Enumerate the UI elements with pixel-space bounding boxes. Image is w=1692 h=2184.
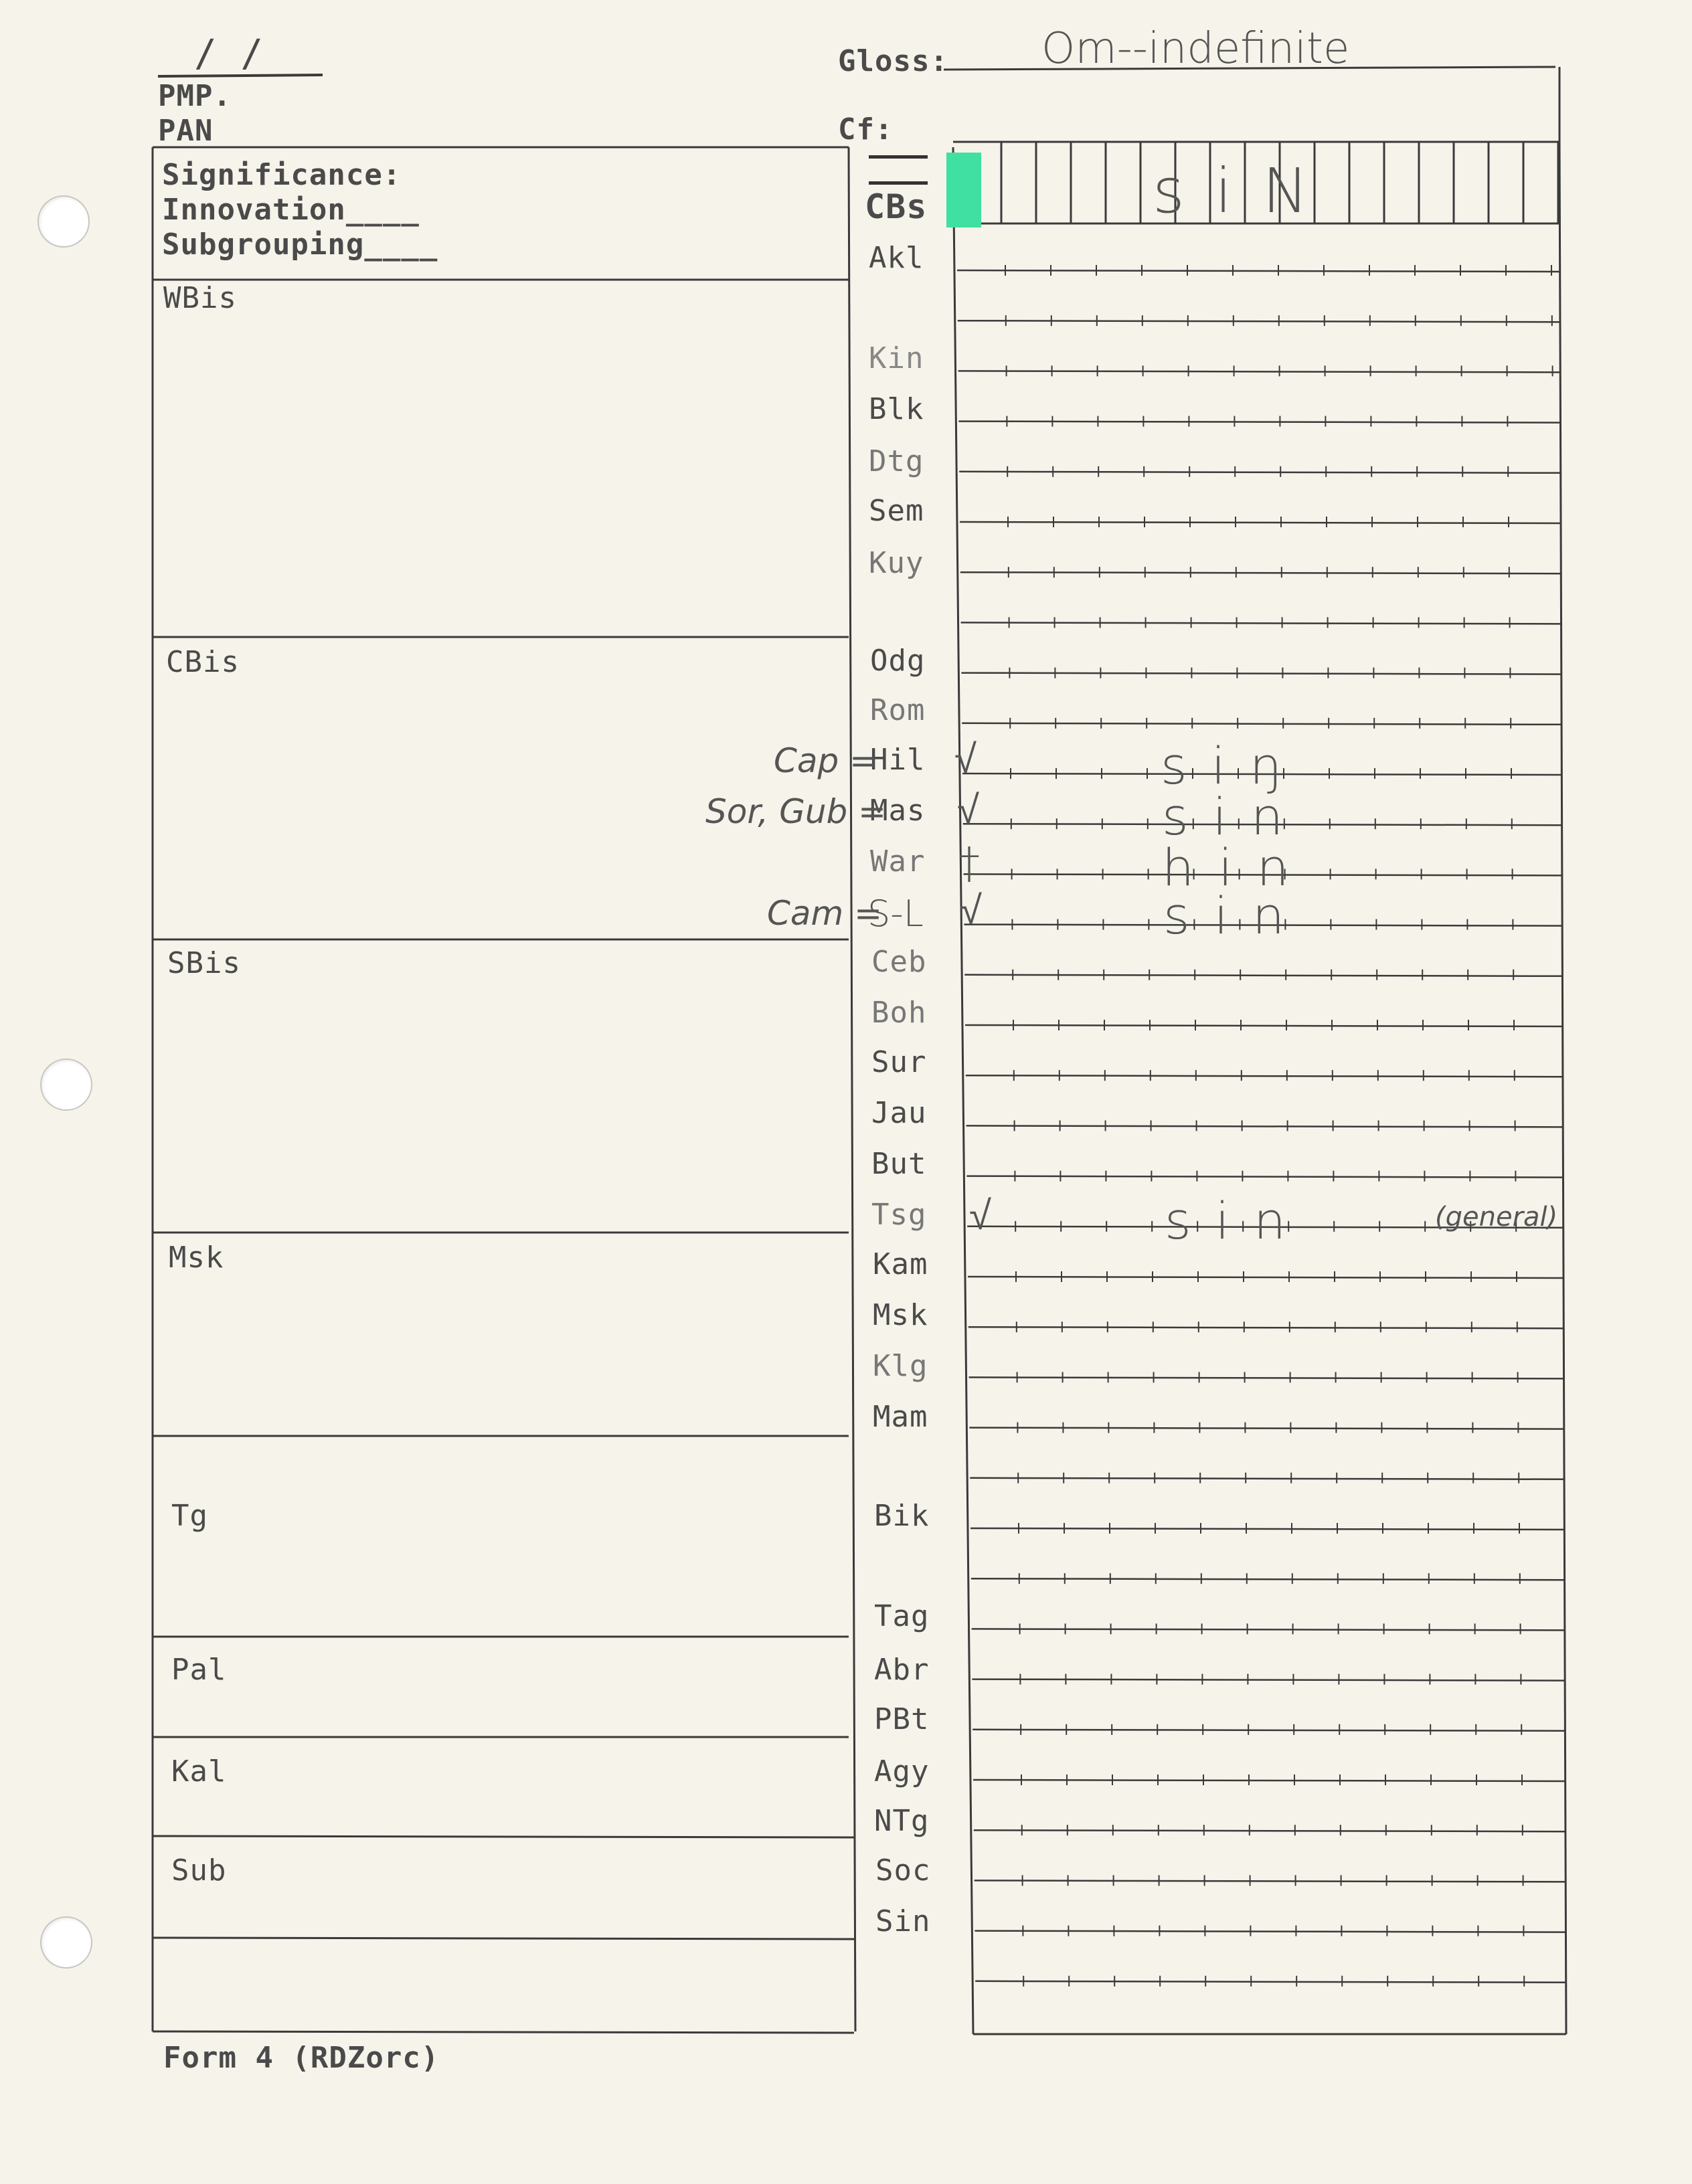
lang-ceb: Ceb bbox=[871, 945, 927, 979]
entry-row-line bbox=[972, 1629, 1565, 1630]
lang-sem: Sem bbox=[869, 494, 924, 528]
form-footer: Form 4 (RDZorc) bbox=[163, 2041, 440, 2075]
top-marks: / / bbox=[194, 32, 264, 76]
entry-row-line bbox=[959, 472, 1560, 473]
innovation-line: Innovation____ bbox=[162, 193, 420, 227]
war-form: h i n bbox=[1162, 838, 1293, 897]
lang-hil: Hil bbox=[870, 743, 926, 777]
lang-kin: Kin bbox=[869, 341, 924, 375]
section-label-sbis: SBis bbox=[167, 946, 241, 980]
lang-agy: Agy bbox=[874, 1754, 930, 1789]
entry-row-line bbox=[970, 1478, 1564, 1479]
entry-row-line bbox=[961, 673, 1561, 674]
entry-row-line bbox=[968, 1327, 1563, 1328]
subgrouping-line: Subgrouping____ bbox=[162, 227, 438, 262]
section-divider bbox=[153, 2031, 854, 2033]
lang-pbt: PBt bbox=[874, 1702, 930, 1736]
entry-row-line bbox=[958, 422, 1559, 423]
entry-row-line bbox=[965, 1025, 1562, 1026]
entry-row-line bbox=[975, 1981, 1566, 1983]
lang-sur: Sur bbox=[871, 1045, 927, 1079]
entry-row-line bbox=[958, 371, 1560, 372]
lang-dtg: Dtg bbox=[869, 444, 924, 478]
lang-jau: Jau bbox=[871, 1096, 927, 1130]
lang-abr: Abr bbox=[874, 1653, 930, 1687]
lang-msk: Msk bbox=[873, 1298, 928, 1332]
mas-check: √ bbox=[957, 787, 979, 834]
entry-row-line bbox=[957, 270, 1559, 272]
sl-note: Cam = bbox=[767, 894, 883, 933]
hil-note: Cap = bbox=[774, 741, 878, 780]
war-check: † bbox=[958, 839, 980, 889]
hil-check: √ bbox=[954, 736, 977, 783]
lang-mas: Mas bbox=[870, 794, 926, 828]
section-label-sub: Sub bbox=[171, 1853, 227, 1888]
lang-s-l: S-L bbox=[867, 893, 924, 935]
section-label-msk: Msk bbox=[169, 1241, 224, 1275]
section-label-pal: Pal bbox=[171, 1653, 227, 1687]
section-label-kal: Kal bbox=[171, 1754, 227, 1789]
section-divider bbox=[153, 1938, 854, 1939]
entry-row-line bbox=[962, 723, 1561, 725]
lang-soc: Soc bbox=[875, 1853, 931, 1888]
gloss-value: Om--indefinite bbox=[1041, 24, 1350, 74]
gloss-label: Gloss: bbox=[838, 44, 948, 78]
lang-bik: Bik bbox=[874, 1499, 930, 1533]
lang-kuy: Kuy bbox=[869, 546, 924, 580]
lang-tsg: Tsg bbox=[871, 1198, 927, 1232]
entry-row-line bbox=[975, 1931, 1566, 1932]
hil-form: s i ŋ bbox=[1161, 736, 1286, 796]
pmp-label: PMP. bbox=[158, 79, 232, 113]
section-label-tg: Tg bbox=[171, 1499, 208, 1533]
lang-kam: Kam bbox=[873, 1247, 928, 1281]
lang-mam: Mam bbox=[873, 1400, 928, 1434]
significance-title: Significance: bbox=[162, 158, 402, 192]
entry-row-line bbox=[970, 1528, 1564, 1530]
lang-blk: Blk bbox=[869, 392, 924, 426]
tsg-form: s i n bbox=[1165, 1191, 1290, 1251]
cbs-highlight bbox=[946, 153, 981, 227]
mas-note: Sor, Gub = bbox=[705, 792, 887, 831]
lang-rom: Rom bbox=[870, 693, 926, 727]
lang-but: But bbox=[871, 1147, 927, 1181]
entry-row-line bbox=[968, 1277, 1563, 1278]
entry-row-line bbox=[966, 1176, 1563, 1178]
lang-war: War bbox=[870, 844, 926, 879]
lang-wbis-struck bbox=[869, 155, 928, 185]
entry-row-line bbox=[961, 622, 1561, 624]
lang-odg: Odg bbox=[870, 644, 926, 678]
entry-row-line bbox=[975, 1880, 1566, 1882]
sl-form: s i n bbox=[1163, 886, 1289, 945]
tsg-note: (general) bbox=[1435, 1202, 1558, 1233]
lang-klg: Klg bbox=[873, 1349, 928, 1383]
entry-row-line bbox=[971, 1578, 1564, 1580]
pan-label: PAN bbox=[158, 114, 214, 148]
sl-check: √ bbox=[960, 887, 982, 934]
entry-row-line bbox=[964, 975, 1562, 976]
entry-row-line bbox=[966, 1075, 1563, 1077]
lang-tag: Tag bbox=[874, 1599, 930, 1633]
section-label-cbis: CBis bbox=[166, 645, 240, 679]
lang-ntg: NTg bbox=[874, 1804, 930, 1838]
lang-boh: Boh bbox=[871, 996, 927, 1030]
lang-akl: Akl bbox=[869, 241, 924, 275]
tsg-check: √ bbox=[969, 1192, 991, 1239]
lang-column-right bbox=[953, 147, 973, 2034]
entry-row-line bbox=[958, 321, 1559, 322]
entry-row-line bbox=[960, 572, 1561, 573]
entry-row-line bbox=[969, 1377, 1564, 1378]
section-label-wbis: WBis bbox=[163, 281, 237, 315]
entry-row-line bbox=[960, 522, 1560, 523]
cf-label: Cf: bbox=[838, 112, 894, 147]
grid-right bbox=[1559, 142, 1566, 2034]
lang-sin: Sin bbox=[875, 1904, 931, 1938]
section-divider bbox=[153, 1836, 854, 1837]
lang-cbs: CBs bbox=[865, 187, 928, 226]
entry-row-line bbox=[969, 1428, 1563, 1429]
cbs-form: s i N bbox=[1153, 155, 1314, 227]
mas-form: s i n bbox=[1162, 787, 1288, 846]
lang-column-left bbox=[849, 147, 855, 2031]
entry-row-line bbox=[966, 1125, 1563, 1127]
